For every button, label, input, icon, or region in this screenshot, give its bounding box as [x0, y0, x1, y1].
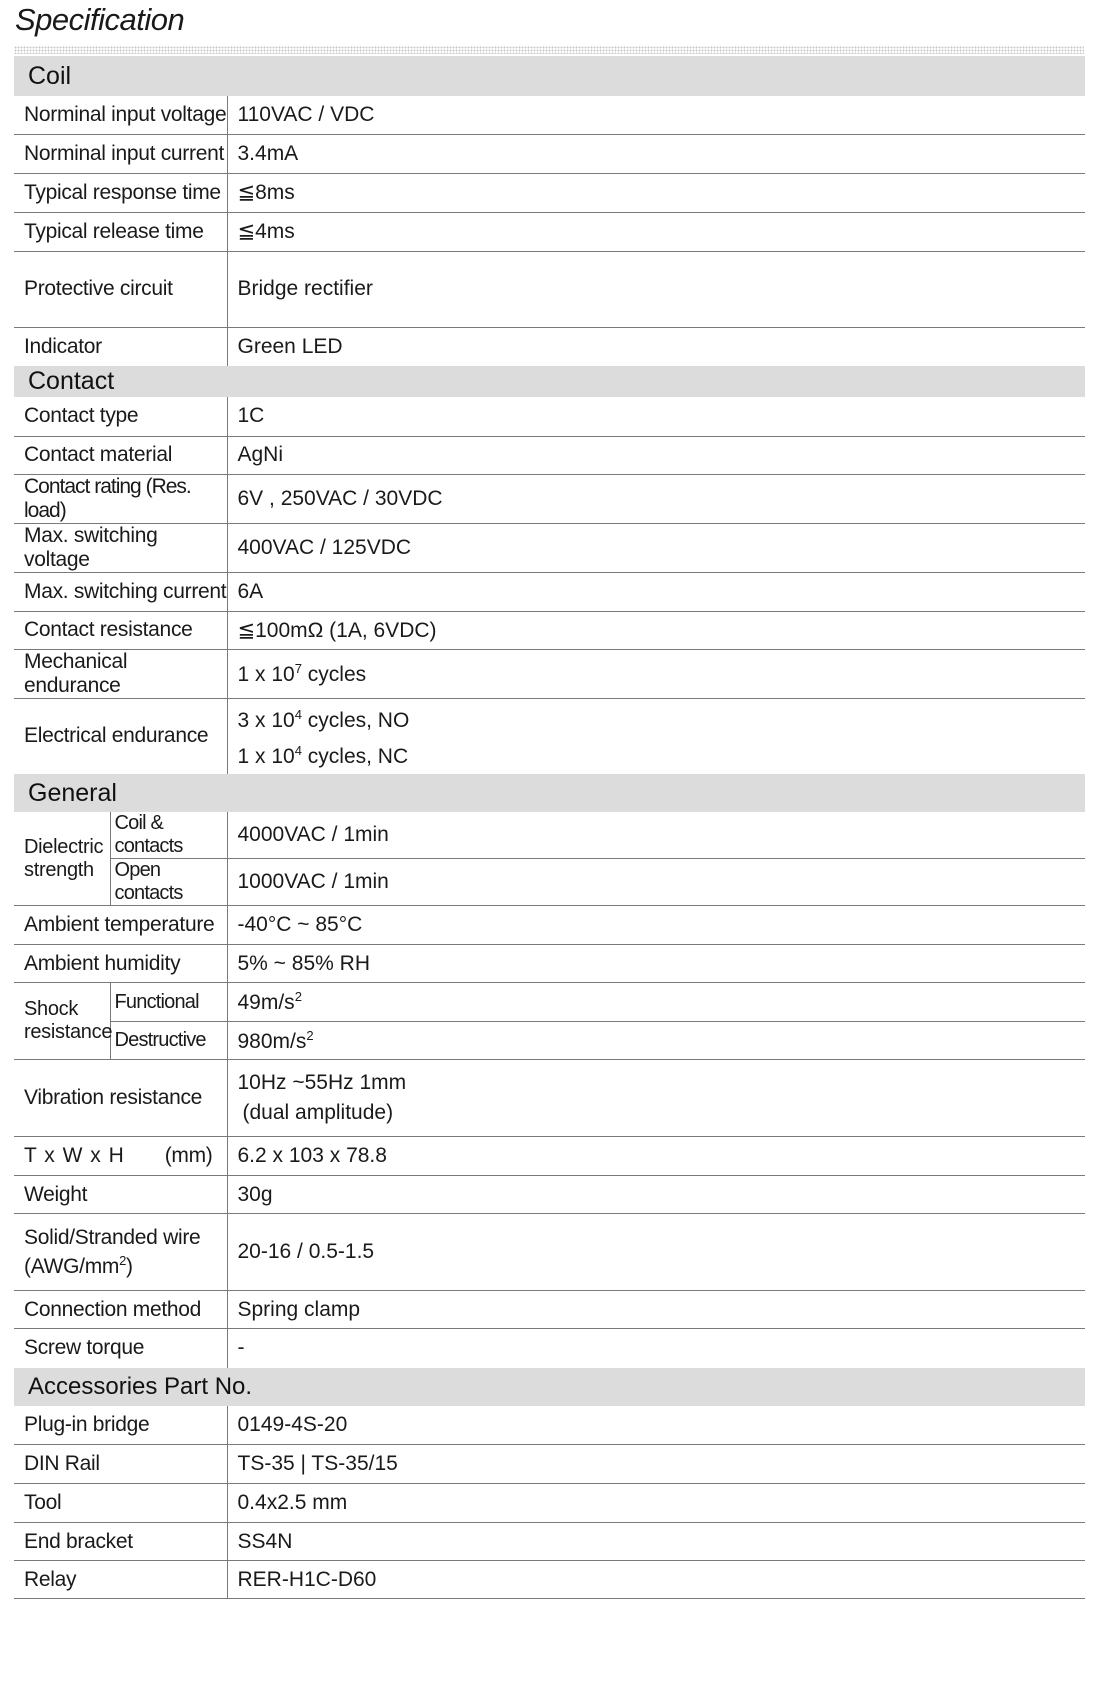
spec-value: 400VAC / 125VDC — [227, 523, 1085, 572]
spec-row — [14, 1137, 1085, 1176]
spec-label: Ambient humidity — [14, 945, 227, 983]
spec-value: RER-H1C-D60 — [227, 1561, 1085, 1599]
spec-row — [14, 134, 1085, 173]
spec-label: Plug-in bridge — [14, 1406, 227, 1445]
spec-label: Solid/Stranded wire $(AWG/mm^2)$ — [14, 1214, 227, 1291]
spec-value: Spring clamp — [227, 1291, 1085, 1329]
spec-label: Relay — [14, 1561, 227, 1599]
spec-value: ≦100mΩ (1A, 6VDC) — [227, 611, 1085, 649]
spec-label: Typical release time — [14, 212, 227, 251]
spec-value: 3 x $10^4$ cycles, NO 1 x $10^4$ cycles, NC — [227, 698, 1085, 774]
specification-table — [14, 56, 1085, 1599]
spec-label: Contact material — [14, 436, 227, 474]
spec-label: Protective circuit — [14, 251, 227, 327]
spec-value: $49m/s^2$ — [227, 983, 1085, 1022]
spec-label: Screw torque — [24, 1336, 145, 1360]
spec-value: 1000VAC / 1min — [227, 859, 1085, 906]
spec-label: Dielectric strength — [14, 812, 110, 906]
section-header-general: General — [14, 774, 1085, 812]
spec-row — [14, 436, 1085, 474]
spec-label: Indicator — [24, 334, 102, 358]
spec-label: DIN Rail — [14, 1445, 227, 1484]
spec-value: 4000VAC / 1min — [227, 812, 1085, 859]
section-header-contact: Contact — [14, 366, 1085, 397]
section-header-accessories: Accessories Part No. — [14, 1368, 1085, 1406]
spec-row — [14, 649, 1085, 698]
spec-value: 6.2 x 103 x 78.8 — [227, 1137, 1085, 1176]
spec-value: AgNi — [227, 436, 1085, 474]
spec-value: 10Hz ~55Hz 1mm (dual amplitude) — [227, 1060, 1085, 1137]
spec-row — [14, 572, 1085, 611]
spec-row — [14, 1329, 1085, 1368]
spec-label: Max. switching current — [14, 572, 227, 611]
spec-label: Norminal input voltage — [14, 96, 227, 134]
spec-value: 110VAC / VDC — [227, 96, 1085, 134]
spec-value: Green LED — [227, 327, 1085, 366]
spec-row — [14, 1022, 1085, 1060]
spec-value: ≦4ms — [227, 212, 1085, 251]
spec-row — [14, 523, 1085, 572]
spec-value: 5% ~ 85% RH — [227, 945, 1085, 983]
spec-row — [14, 212, 1085, 251]
spec-label: Tool — [14, 1484, 227, 1523]
spec-row — [14, 1214, 1085, 1291]
spec-label: Contact type — [14, 397, 227, 436]
spec-row — [14, 1484, 1085, 1523]
section-header-coil: Coil — [14, 56, 1085, 96]
spec-value: 1C — [227, 397, 1085, 436]
spec-sublabel: Open contacts — [110, 859, 227, 906]
spec-value: TS-35 | TS-35/15 — [227, 1445, 1085, 1484]
spec-value: Bridge rectifier — [227, 251, 1085, 327]
spec-label: Ambient temperature — [14, 906, 227, 945]
spec-row — [14, 397, 1085, 436]
spec-row — [14, 1406, 1085, 1445]
spec-label: Vibration resistance — [14, 1060, 227, 1137]
spec-row — [14, 1060, 1085, 1137]
spec-label: Weight — [14, 1176, 227, 1214]
spec-row — [14, 327, 1085, 366]
spec-sublabel: Coil & contacts — [110, 812, 227, 859]
spec-value: 0149-4S-20 — [227, 1406, 1085, 1445]
title-divider — [14, 46, 1084, 54]
spec-row — [14, 474, 1085, 523]
spec-label: Electrical endurance — [24, 724, 209, 748]
spec-value: -40°C ~ 85°C — [227, 906, 1085, 945]
spec-row — [14, 859, 1085, 906]
spec-row — [14, 1291, 1085, 1329]
spec-row — [14, 983, 1085, 1022]
spec-row — [14, 96, 1085, 134]
spec-value: 6V , 250VAC / 30VDC — [227, 474, 1085, 523]
spec-value: 20-16 / 0.5-1.5 — [227, 1214, 1085, 1291]
spec-row — [14, 1561, 1085, 1599]
page-title: Specification — [15, 2, 185, 37]
spec-value: 1 x $10^7$ cycles — [227, 649, 1085, 698]
spec-row — [14, 611, 1085, 649]
spec-label: T x W x H (mm) — [14, 1137, 227, 1176]
spec-label: Typical response time — [14, 173, 227, 212]
spec-row — [14, 1523, 1085, 1561]
spec-row — [14, 173, 1085, 212]
spec-row — [14, 906, 1085, 945]
spec-label: Norminal input current — [14, 134, 227, 173]
spec-value: SS4N — [227, 1523, 1085, 1561]
spec-value: 0.4x2.5 mm — [227, 1484, 1085, 1523]
spec-row — [14, 1445, 1085, 1484]
spec-row — [14, 251, 1085, 327]
spec-row — [14, 1176, 1085, 1214]
spec-row — [14, 945, 1085, 983]
spec-row — [14, 698, 1085, 774]
spec-value: - — [227, 1329, 1085, 1368]
spec-label: Mechanical endurance — [14, 649, 227, 698]
spec-value: 30g — [227, 1176, 1085, 1214]
spec-label: End bracket — [14, 1523, 227, 1561]
spec-value: ≦8ms — [227, 173, 1085, 212]
spec-label: Shock resistance — [14, 983, 110, 1060]
spec-value: $980m/s^2$ — [227, 1022, 1085, 1060]
spec-label: Max. switching voltage — [14, 523, 227, 572]
spec-label: Contact resistance — [14, 611, 227, 649]
spec-sublabel: Destructive — [110, 1022, 227, 1060]
spec-value: 6A — [227, 572, 1085, 611]
spec-label: Contact rating (Res. load) — [14, 474, 227, 523]
spec-sublabel: Functional — [110, 983, 227, 1022]
spec-value: 3.4mA — [227, 134, 1085, 173]
spec-label: Connection method — [14, 1291, 227, 1329]
spec-row — [14, 812, 1085, 859]
